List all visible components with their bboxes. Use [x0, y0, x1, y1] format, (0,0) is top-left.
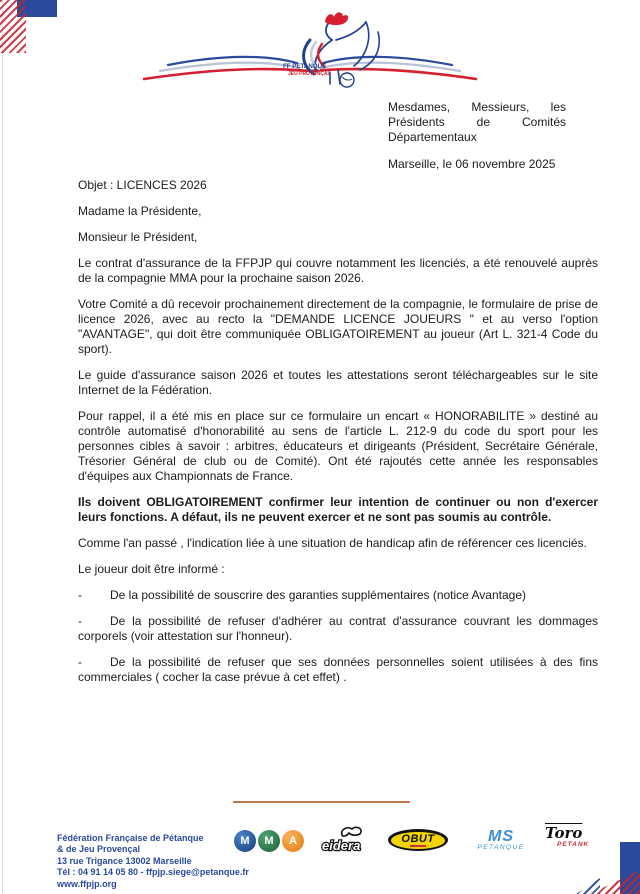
footer-address-line: Tél : 04 91 14 05 80 - ffpjp.siege@petanque.fr [57, 867, 249, 878]
footer-separator-line [233, 801, 410, 803]
footer-address-line: & de Jeu Provençal [57, 844, 141, 855]
footer-address-line: Fédération Française de Pétanque [57, 833, 204, 843]
footer-address [57, 833, 257, 890]
paragraph-obligation-bold: Ils doivent OBLIGATOIREMENT confirmer leur intention de continuer ou non d'exercer leurs fonctions. A défaut, ils ne peuvent exercer et ne sont pas soumis au contrôle. [78, 495, 598, 524]
logo-text-line2: JEU PROVENÇAL [288, 71, 331, 77]
mma-letter: M [264, 835, 274, 847]
paragraph-contract: Le contrat d'assurance de la FFPJP qui couvre notamment les licenciés, a été renouvelé auprès de la compagnie MMA pour la prochaine saison 2026. [78, 256, 598, 285]
bullet-item [78, 655, 598, 685]
mma-letter: A [289, 835, 297, 847]
toro-wordmark: Toro [545, 824, 583, 842]
obut-inner-ellipse [391, 832, 445, 849]
eidera-helmet-swirl [342, 827, 361, 836]
bullet-dash: - [78, 588, 82, 602]
list-intro: Le joueur doit être informé : [78, 562, 225, 576]
footer-website: www.ffpjp.org [57, 878, 117, 889]
toro-subtitle: PETANK [557, 841, 590, 848]
mma-ball-blue [234, 830, 256, 852]
mma-letter: M [240, 835, 250, 847]
salutation-female: Madame la Présidente, [78, 204, 202, 218]
eidera-logo [318, 826, 382, 858]
letter-body [78, 178, 598, 696]
bullet-text: De la possibilité de refuser d'adhérer au contrat d'assurance couvrant les dommages corporels (voir attestation sur l'honneur). [78, 614, 598, 643]
ms-subtitle: PETANQUE [477, 844, 525, 851]
mma-ball-green [258, 830, 280, 852]
bullet-item [78, 588, 598, 603]
bullet-text: De la possibilité de refuser que ses données personnelles soient utilisées à des fins commerciales ( cocher la case prévue à cet effet) . [78, 655, 598, 684]
paragraph-form: Votre Comité a dû recevoir prochainement directement de la compagnie, le formulaire de prise de licence 2026, avec au recto la "DEMANDE LICENCE JOUEURS " et au verso l'option "AVANTAGE", qui doit être communiquée OBLIGATOIREMENT au joueur (Art L. 321-4 Code du sport). [78, 297, 598, 356]
obut-red-bar [410, 845, 426, 847]
salutation-male: Monsieur le Président, [78, 230, 198, 244]
recipient-block: Mesdames, Messieurs, les Présidents de Comités Départementaux [388, 100, 566, 144]
paragraph-guide: Le guide d'assurance saison 2026 et toutes les attestations seront téléchargeables sur le site Internet de la Fédération. [78, 368, 598, 397]
bullet-item [78, 614, 598, 644]
ms-petanque-logo [476, 830, 526, 852]
obut-logo [388, 829, 448, 851]
ffpjp-logo [140, 10, 480, 95]
logo-text-line1: FF PETANQUE [283, 63, 327, 70]
paragraph-handicap: Comme l'an passé , l'indication liée à une situation de handicap afin de référencer ces licenciés. [78, 536, 587, 550]
bullet-dash: - [78, 655, 82, 669]
eidera-wordmark: eidera [322, 838, 361, 853]
paragraph-honorability: Pour rappel, il a été mis en place sur ce formulaire un encart « HONORABILITE » destiné au contrôle automatisé d'honorabilité au sens de l'article L. 212-9 du code du sport pour les personnes cibles à savoir : arbitres, éducateurs et dirigeants (Président, Secrétaire Générale, Trésorier Général de club ou de Comité). Ont été rajoutés cette année les responsables d'équipes aux Championnats de France. [78, 409, 598, 483]
obut-wordmark: OBUT [401, 832, 435, 845]
partner-logos-row [230, 824, 590, 864]
page-left-edge [2, 0, 3, 894]
subject-line: Objet : LICENCES 2026 [78, 178, 207, 192]
mma-logo [234, 830, 304, 852]
footer-address-line: 13 rue Trigance 13002 Marseille [57, 855, 192, 866]
bullet-dash: - [78, 614, 82, 628]
dateline: Marseille, le 06 novembre 2025 [388, 157, 556, 171]
bullet-text: De la possibilité de souscrire des garanties supplémentaires (notice Avantage) [110, 588, 527, 602]
toro-petank-logo [545, 826, 591, 848]
mma-ball-orange [282, 830, 304, 852]
ms-wordmark: MS [488, 828, 514, 845]
corner-stripes-top-left [0, 0, 26, 53]
